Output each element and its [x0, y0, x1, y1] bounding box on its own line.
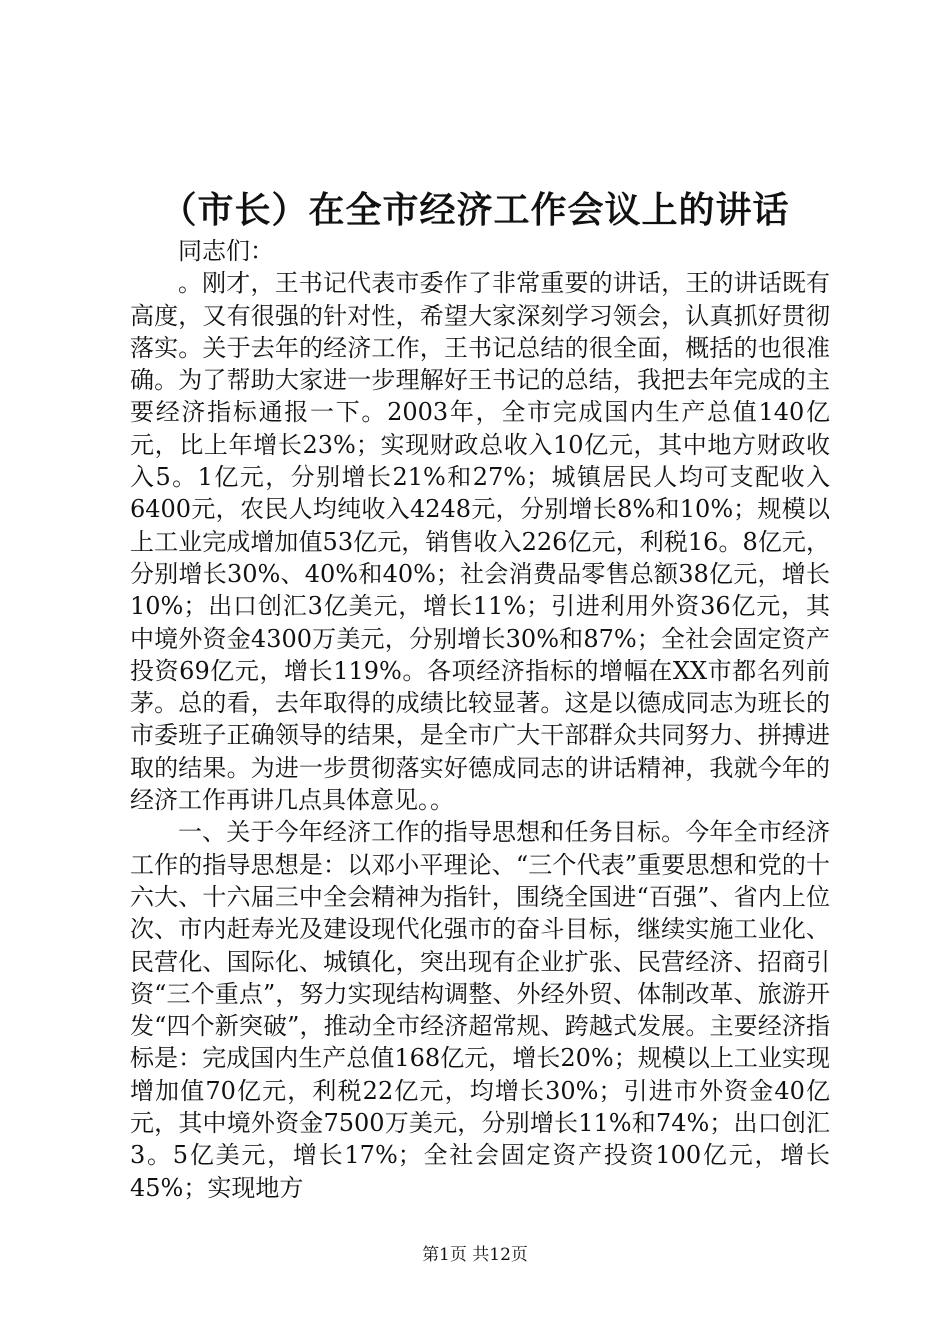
paragraph-2: 一、关于今年经济工作的指导思想和任务目标。今年全市经济工作的指导思想是：以邓小平理论、“三个代表”重要思想和党的十六大、十六届三中全会精神为指针，围绕全国进“百强”、省内上位次、市内赶寿光及建设现代化强市的奋斗目标，继续实施工业化、民营化、国际化、城镇化，突出现有企业扩张、民营经济、招商引资“三个重点”，努力实现结构调整、外经外贸、体制改革、旅游开发“四个新突破”，推动全市经济超常规、跨越式发展。主要经济指标是：完成国内生产总值168亿元，增长20%；规模以上工业实现增加值70亿元，利税22亿元，均增长30%；引进市外资金40亿元，其中境外资金7500万美元，分别增长11%和74%；出口创汇3。5亿美元，增长17%；全社会固定资产投资100亿元，增长45%；实现地方 [130, 818, 830, 1202]
document-title: （市长）在全市经济工作会议上的讲话 [160, 189, 790, 231]
salutation: 同志们： [178, 237, 274, 265]
page-number-footer: 第1页 共12页 [422, 1245, 528, 1265]
paragraph-1: 。刚才，王书记代表市委作了非常重要的讲话，王的讲话既有高度，又有很强的针对性，希望大家深刻学习领会，认真抓好贯彻落实。关于去年的经济工作，王书记总结的很全面，概括的也很准确。为了帮助大家进一步理解好王书记的总结，我把去年完成的主要经济指标通报一下。2003年，全市完成国内生产总值140亿元，比上年增长23%；实现财政总收入10亿元，其中地方财政收入5。1亿元，分别增长21%和27%；城镇居民人均可支配收入6400元，农民人均纯收入4248元，分别增长8%和10%；规模以上工业完成增加值53亿元，销售收入226亿元，利税16。8亿元，分别增长30%、40%和40%；社会消费品零售总额38亿元，增长10%；出口创汇3亿美元，增长11%；引进利用外资36亿元，其中境外资金4300万美元，分别增长30%和87%；全社会固定资产投资69亿元，增长119%。各项经济指标的增幅在XX市都名列前茅。总的看，去年取得的成绩比较显著。这是以德成同志为班长的市委班子正确领导的结果，是全市广大干部群众共同努力、拼搏进取的结果。为进一步贯彻落实好德成同志的讲话精神，我就今年的经济工作再讲几点具体意见。。 [130, 269, 830, 815]
document-body [130, 235, 830, 1204]
